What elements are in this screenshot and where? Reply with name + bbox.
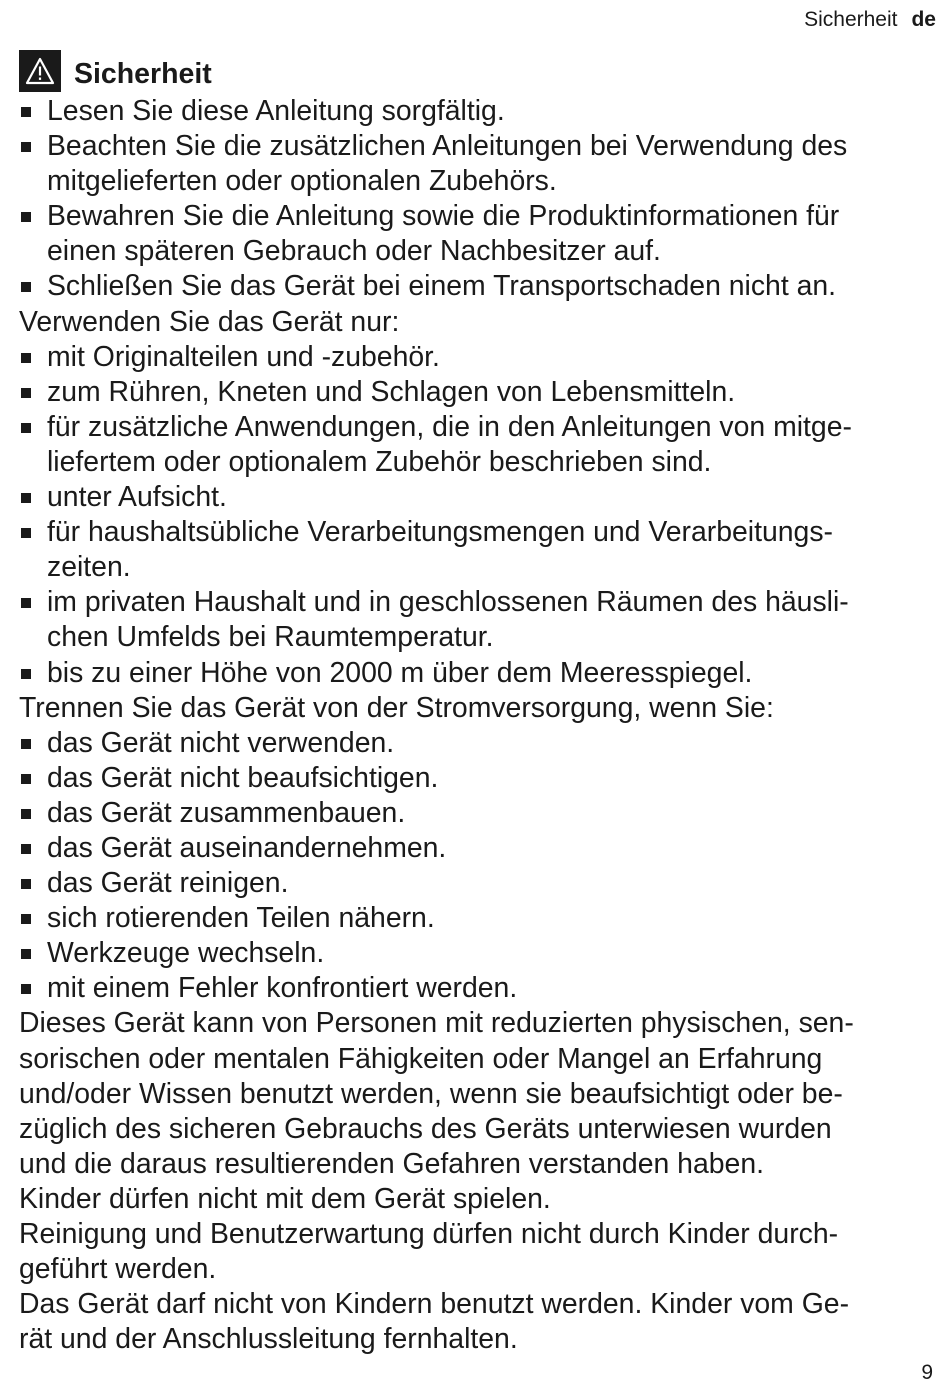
paragraph-text-line: Das Gerät darf nicht von Kindern benutzt werden. Kinder vom Ge- <box>19 1288 850 1321</box>
page-number: 9 <box>921 1361 933 1384</box>
list-item-text-line: mit einem Fehler konfrontiert werden. <box>47 972 518 1005</box>
bullet-square-icon <box>21 388 31 398</box>
list-item <box>19 410 924 480</box>
usage-conditions-list <box>19 340 924 691</box>
list-item <box>19 480 924 515</box>
paragraph-text-line: und/oder Wissen benutzt werden, wenn sie beaufsichtigt oder be- <box>19 1077 843 1110</box>
list-item-text-line: mitgelieferten oder optionalen Zubehörs. <box>47 165 557 198</box>
list-item-text-line: unter Aufsicht. <box>47 481 227 514</box>
bullet-square-icon <box>21 739 31 749</box>
list-item-text-line: Werkzeuge wechseln. <box>47 937 325 970</box>
list-item-text-line: Beachten Sie die zusätzlichen Anleitungen bei Verwendung des <box>47 130 848 163</box>
list-item-text-line: sich rotierenden Teilen nähern. <box>47 902 435 935</box>
paragraph-text-line: Dieses Gerät kann von Personen mit reduzierten physischen, sen- <box>19 1007 854 1040</box>
list-item-text-line: das Gerät nicht verwenden. <box>47 726 395 759</box>
list-item-text-line: das Gerät auseinandernehmen. <box>47 831 447 864</box>
list-item <box>19 796 924 831</box>
list-item-text-line: das Gerät nicht beaufsichtigen. <box>47 761 439 794</box>
general-safety-list <box>19 94 924 305</box>
paragraph-text-line: und die daraus resultierenden Gefahren verstanden haben. <box>19 1147 764 1180</box>
list-item-text-line: bis zu einer Höhe von 2000 m über dem Meeresspiegel. <box>47 656 753 689</box>
paragraph-text-line: geführt werden. <box>19 1253 217 1286</box>
list-item <box>19 656 924 691</box>
bullet-square-icon <box>21 353 31 363</box>
body-paragraph <box>19 1182 924 1217</box>
bullet-square-icon <box>21 844 31 854</box>
bullet-square-icon <box>21 774 31 784</box>
bullet-square-icon <box>21 949 31 959</box>
list-item <box>19 866 924 901</box>
body-paragraph <box>19 1287 924 1357</box>
list-item-text-line: liefertem oder optionalem Zubehör beschrieben sind. <box>47 445 712 478</box>
bullet-square-icon <box>21 493 31 503</box>
disconnect-intro: Trennen Sie das Gerät von der Stromversorgung, wenn Sie: <box>19 691 774 724</box>
bullet-square-icon <box>21 528 31 538</box>
list-item-text-line: das Gerät reinigen. <box>47 867 289 900</box>
list-item <box>19 585 924 655</box>
list-item <box>19 199 924 269</box>
list-item-text-line: Lesen Sie diese Anleitung sorgfältig. <box>47 95 505 127</box>
paragraph-text-line: züglich des sicheren Gebrauchs des Geräts unterwiesen wurden <box>19 1112 832 1145</box>
bullet-square-icon <box>21 142 31 152</box>
list-item <box>19 515 924 585</box>
paragraph-text-line: Kinder dürfen nicht mit dem Gerät spielen. <box>19 1182 551 1215</box>
list-item-text-line: Schließen Sie das Gerät bei einem Transportschaden nicht an. <box>47 270 837 303</box>
list-item <box>19 901 924 936</box>
body-paragraph <box>19 1006 924 1181</box>
bullet-square-icon <box>21 984 31 994</box>
bullet-square-icon <box>21 914 31 924</box>
list-item-text-line: chen Umfelds bei Raumtemperatur. <box>47 621 494 654</box>
list-item-text-line: mit Originalteilen und -zubehör. <box>47 340 440 373</box>
disconnect-conditions-list <box>19 726 924 1007</box>
paragraph-text-line: rät und der Anschlussleitung fernhalten. <box>19 1323 518 1356</box>
bullet-square-icon <box>21 212 31 222</box>
list-item <box>19 129 924 199</box>
list-item-text-line: zum Rühren, Kneten und Schlagen von Lebensmitteln. <box>47 375 736 408</box>
section-title: Sicherheit <box>74 58 212 91</box>
section-heading <box>19 48 924 94</box>
list-item-text-line: Bewahren Sie die Anleitung sowie die Produktinformationen für <box>47 200 840 233</box>
warning-icon <box>19 50 61 92</box>
list-item <box>19 761 924 796</box>
list-item <box>19 971 924 1006</box>
list-item-text-line: zeiten. <box>47 551 131 584</box>
header-language-code: de <box>911 8 936 31</box>
list-item-text-line: für zusätzliche Anwendungen, die in den Anleitungen von mitge- <box>47 410 852 443</box>
paragraph-text-line: Reinigung und Benutzerwartung dürfen nicht durch Kinder durch- <box>19 1218 839 1250</box>
list-item-text-line: einen späteren Gebrauch oder Nachbesitzer auf. <box>47 235 661 268</box>
bullet-square-icon <box>21 669 31 679</box>
safety-page <box>19 48 924 1357</box>
paragraph-text-line: sorischen oder mentalen Fähigkeiten oder Mangel an Erfahrung <box>19 1042 823 1075</box>
list-item <box>19 269 924 304</box>
list-item-text-line: im privaten Haushalt und in geschlossenen Räumen des häusli- <box>47 586 849 619</box>
page-header <box>804 7 936 33</box>
usage-intro: Verwenden Sie das Gerät nur: <box>19 305 400 338</box>
list-item <box>19 340 924 375</box>
list-item <box>19 726 924 761</box>
bullet-square-icon <box>21 809 31 819</box>
bullet-square-icon <box>21 423 31 433</box>
list-item <box>19 831 924 866</box>
bullet-square-icon <box>21 282 31 292</box>
list-item <box>19 936 924 971</box>
list-item-text-line: das Gerät zusammenbauen. <box>47 796 406 829</box>
list-item-text-line: für haushaltsübliche Verarbeitungsmengen und Verarbeitungs- <box>47 516 833 549</box>
list-item <box>19 94 924 129</box>
bullet-square-icon <box>21 879 31 889</box>
body-paragraph <box>19 1217 924 1287</box>
header-section-title: Sicherheit <box>804 8 898 31</box>
bullet-square-icon <box>21 598 31 608</box>
safety-paragraphs <box>19 1006 924 1357</box>
list-item <box>19 375 924 410</box>
bullet-square-icon <box>21 107 31 117</box>
